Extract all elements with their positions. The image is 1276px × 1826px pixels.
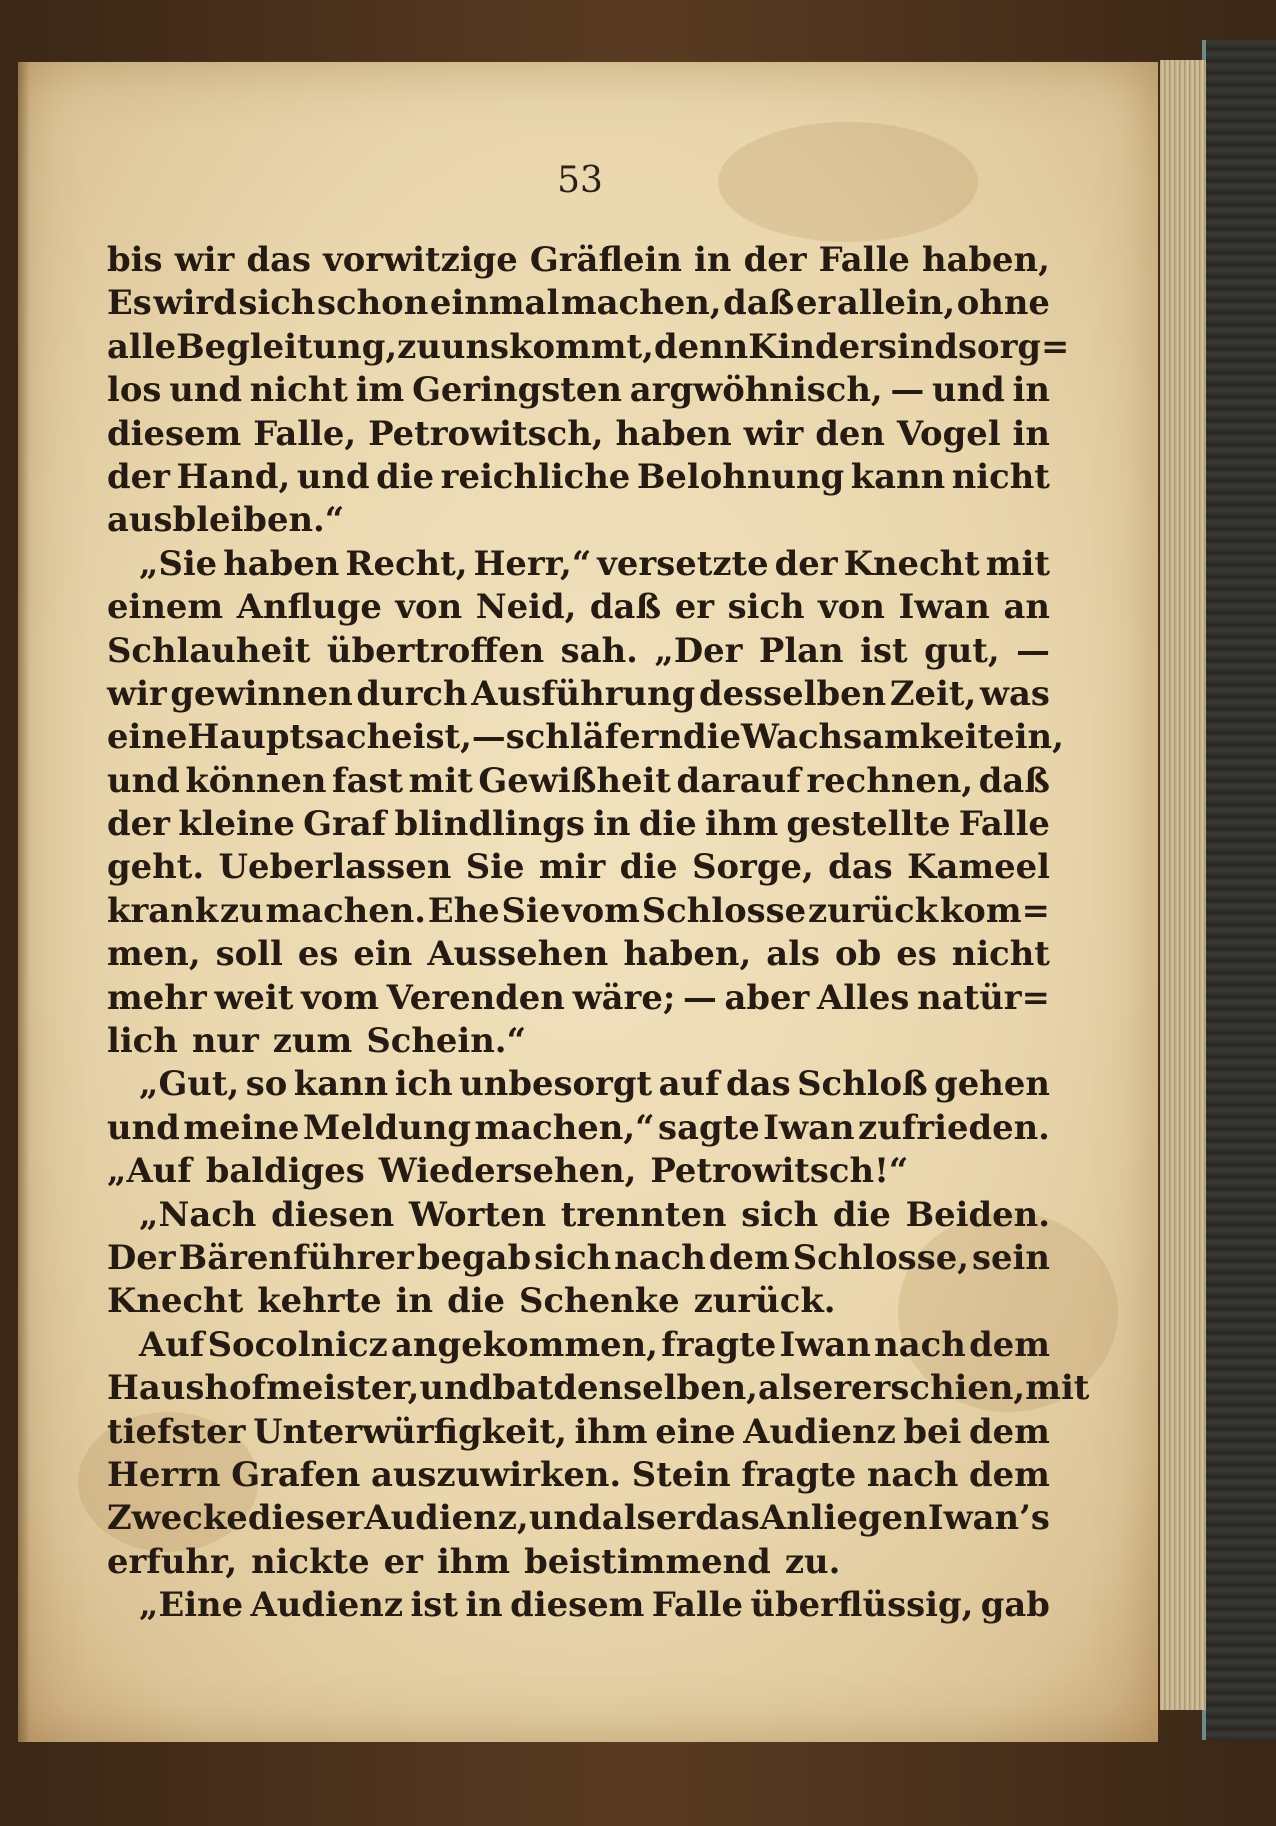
text-line (107, 976, 1050, 1019)
word: — (683, 976, 717, 1017)
text-line (107, 585, 1050, 628)
word: zu (219, 889, 264, 930)
word: ihm (436, 1540, 511, 1581)
word: Es (107, 282, 152, 323)
word: sich (534, 1236, 612, 1277)
word: Petrowitsch!“ (650, 1150, 909, 1191)
word: ich (394, 1063, 453, 1104)
text-line (107, 845, 1050, 888)
word: mit (408, 759, 473, 800)
word: er (655, 1497, 696, 1538)
word: zum (272, 1020, 353, 1061)
book-spine (1202, 40, 1276, 1740)
word: schon (316, 282, 429, 323)
word: und (932, 369, 1005, 410)
word: Falle (651, 1584, 744, 1625)
text-line (107, 498, 1050, 541)
word: er (795, 282, 836, 323)
word: allein, (836, 282, 956, 323)
word: — (1016, 629, 1050, 670)
word: sagte (658, 1106, 760, 1147)
word: — (890, 369, 925, 410)
word: begab (416, 1236, 532, 1277)
word: Neid, (475, 586, 577, 627)
text-line (107, 1149, 1050, 1192)
word: sein (972, 1236, 1050, 1277)
word: und (296, 455, 370, 496)
word: gestellte (786, 803, 951, 844)
word: Begleitung, (176, 325, 398, 366)
word: Haushofmeister, (107, 1367, 420, 1408)
word: ob (835, 933, 882, 974)
word: der (107, 455, 170, 496)
word: erschien, (851, 1367, 1026, 1408)
word: Falle (958, 803, 1050, 844)
text-line (107, 1279, 1050, 1322)
word: dem (969, 1323, 1050, 1364)
word: nickte (251, 1540, 370, 1581)
word: gab (980, 1584, 1050, 1625)
word: Audienz, (364, 1497, 529, 1538)
word: zu (397, 325, 441, 366)
word: „Der (654, 629, 743, 670)
word: natür= (917, 976, 1050, 1017)
word: die (683, 716, 742, 757)
word: Iwan (763, 1106, 855, 1147)
word: mehr (107, 976, 207, 1017)
word: sich (238, 282, 316, 323)
word: Aussehen (427, 933, 609, 974)
word: Anfluge (236, 586, 382, 627)
word: ein (353, 933, 413, 974)
word: und (528, 1497, 602, 1538)
word: Iwan (898, 586, 990, 627)
word: uns (440, 325, 510, 366)
word: blindlings (394, 803, 585, 844)
word: im (355, 369, 405, 410)
word: Petrowitsch, (368, 412, 604, 453)
word: zufrieden. (858, 1106, 1050, 1147)
word: Iwan (779, 1323, 871, 1364)
word: Bärenführer (178, 1236, 414, 1277)
word: die (376, 455, 435, 496)
word: dieser (247, 1497, 365, 1538)
text-line (107, 1062, 1050, 1105)
word: ihm (574, 1410, 648, 1451)
word: desselben (698, 672, 887, 713)
word: Recht, (345, 542, 468, 583)
word: Ausführung (471, 672, 696, 713)
word: aber (724, 976, 810, 1017)
word: Audienz (250, 1584, 404, 1625)
word: denselben, (553, 1367, 758, 1408)
word: die (619, 846, 678, 887)
word: Graf (303, 803, 387, 844)
word: ein, (993, 716, 1064, 757)
word: bat (492, 1367, 554, 1408)
word: ihm (704, 803, 779, 844)
word: ist (410, 1584, 458, 1625)
word: überflüssig, (750, 1584, 974, 1625)
word: gehen (934, 1063, 1050, 1104)
text-line (107, 325, 1070, 368)
word: ist (860, 629, 908, 670)
word: Grafen (231, 1453, 361, 1494)
word: daß (589, 586, 662, 627)
word: haben (615, 412, 732, 453)
word: denn (653, 325, 749, 366)
word: eine (655, 1410, 736, 1451)
word: versetzte (597, 542, 769, 583)
text-line (107, 281, 1050, 324)
word: diesen (271, 1193, 395, 1234)
word: kommt, (509, 325, 654, 366)
word: Falle, (253, 412, 357, 453)
word: geht. (107, 846, 205, 887)
text-line (107, 1323, 1050, 1366)
word: Audienz (743, 1410, 896, 1451)
word: Ehe (427, 889, 500, 930)
word: zurück (807, 889, 939, 930)
text-line (107, 759, 1050, 802)
word: Unterwürfigkeit, (253, 1410, 567, 1451)
word: fragte (741, 1453, 857, 1494)
word: unbesorgt (459, 1063, 653, 1104)
word: das (695, 1497, 760, 1538)
word: Herr,“ (473, 542, 592, 583)
text-line (107, 1019, 1050, 1062)
word: „Gut, (139, 1063, 240, 1104)
word: kehrte (257, 1280, 382, 1321)
word: können (185, 759, 327, 800)
word: haben, (921, 239, 1050, 279)
word: Worten (408, 1193, 547, 1234)
word: eine (107, 716, 188, 757)
word: der (774, 542, 838, 583)
word: Socolnicz (207, 1323, 388, 1364)
text-line (107, 932, 1050, 975)
text-line (107, 1106, 1050, 1149)
word: lich (107, 1020, 178, 1061)
word: Schlosse (641, 889, 807, 930)
word: nach (874, 1323, 966, 1364)
word: mit (985, 542, 1050, 583)
text-line (107, 455, 1050, 498)
text-line (107, 672, 1050, 715)
word: schläfern (505, 716, 684, 757)
word: Iwan’s (927, 1497, 1050, 1538)
word: ist, (412, 716, 472, 757)
word: los (107, 369, 162, 410)
word: und (419, 1367, 493, 1408)
word: er (383, 1540, 423, 1581)
word: tiefster (107, 1410, 246, 1451)
word: nach (866, 1453, 959, 1494)
paper-stain (718, 122, 978, 242)
word: krank (107, 889, 219, 930)
word: und (107, 759, 180, 800)
word: machen,“ (474, 1106, 655, 1147)
word: Gewißheit (478, 759, 671, 800)
word: meine (183, 1106, 300, 1147)
word: sah. (560, 629, 638, 670)
word: Belohnung (636, 455, 845, 496)
word: kleine (178, 803, 295, 844)
word: machen, (560, 282, 722, 323)
word: die (832, 1193, 891, 1234)
word: soll (215, 933, 283, 974)
word: nicht (951, 455, 1050, 496)
word: was (979, 672, 1050, 713)
word: machen. (265, 889, 427, 930)
word: kom= (939, 889, 1050, 930)
word: Hauptsache (187, 716, 413, 757)
word: als (601, 1497, 656, 1538)
word: er (674, 586, 715, 627)
word: die (447, 1280, 506, 1321)
word: Wiedersehen, (378, 1150, 637, 1191)
word: nur (191, 1020, 259, 1061)
text-line (107, 412, 1050, 455)
word: weit (214, 976, 294, 1017)
word: kann (293, 1063, 389, 1104)
word: dem (708, 1236, 790, 1277)
word: Ueberlassen (218, 846, 452, 887)
word: in (1012, 369, 1050, 410)
word: so (245, 1063, 288, 1104)
page-edges (1160, 60, 1206, 1710)
word: zurück. (693, 1280, 836, 1321)
word: ohne (956, 282, 1050, 323)
word: Der (107, 1236, 176, 1277)
word: Herrn (107, 1453, 221, 1494)
text-line (107, 1366, 1090, 1409)
word: das (828, 846, 893, 887)
word: men, (107, 933, 201, 974)
word: wir (743, 412, 804, 453)
word: nicht (249, 369, 348, 410)
word: wäre; (572, 976, 676, 1017)
word: haben (223, 542, 340, 583)
text-line (107, 1496, 1050, 1539)
word: in (593, 803, 631, 844)
word: rechnen, (806, 759, 974, 800)
word: Stein (631, 1453, 731, 1494)
word: zu. (784, 1540, 841, 1581)
word: „Auf (107, 1150, 192, 1191)
word: er (811, 1367, 852, 1408)
word: Verenden (386, 976, 565, 1017)
word: reichliche (440, 455, 631, 496)
word: dem (969, 1453, 1050, 1494)
word: diesem (107, 412, 242, 453)
word: trennten (560, 1193, 727, 1234)
word: sich (727, 586, 805, 627)
word: vom (561, 889, 640, 930)
word: vorwitzige (323, 239, 518, 279)
word: Schlauheit (107, 629, 311, 670)
word: Auf (139, 1323, 205, 1364)
word: das (726, 1063, 791, 1104)
word: nicht (951, 933, 1050, 974)
word: Kameel (907, 846, 1050, 887)
word: in (465, 1584, 503, 1625)
word: auszuwirken. (370, 1453, 622, 1494)
word: das (246, 239, 311, 279)
word: auf (658, 1063, 720, 1104)
word: „Sie (139, 542, 218, 583)
word: diesem (510, 1584, 645, 1625)
word: in (1012, 412, 1050, 453)
word: Beiden. (905, 1193, 1050, 1234)
word: mit (1025, 1367, 1090, 1408)
word: mir (538, 846, 606, 887)
word: an (1003, 586, 1050, 627)
word: „Nach (139, 1193, 257, 1234)
word: von (395, 586, 463, 627)
word: Knecht (843, 542, 980, 583)
word: den (815, 412, 885, 453)
text-line (107, 1410, 1050, 1453)
word: der (743, 239, 807, 279)
word: einmal (429, 282, 560, 323)
word: fragte (661, 1323, 777, 1364)
word: Schenke (519, 1280, 680, 1321)
word: argwöhnisch, (629, 369, 883, 410)
text-line (107, 368, 1050, 411)
word: darauf (676, 759, 801, 800)
text-line (107, 715, 1064, 758)
word: Falle (818, 239, 910, 279)
word: daß (723, 282, 795, 323)
word: Knecht (107, 1280, 244, 1321)
word: — (471, 716, 506, 757)
word: dem (969, 1410, 1050, 1451)
word: wird (153, 282, 237, 323)
word: der (107, 803, 170, 844)
word: von (818, 586, 885, 627)
text-line (107, 802, 1050, 845)
word: Meldung (302, 1106, 472, 1147)
word: Schein.“ (366, 1020, 527, 1061)
word: daß (978, 759, 1050, 800)
word: sind (877, 325, 959, 366)
word: gewinnen (170, 672, 353, 713)
word: baldiges (205, 1150, 365, 1191)
word: übertroffen (326, 629, 545, 670)
word: ausbleiben.“ (107, 499, 345, 540)
word: als (766, 933, 821, 974)
word: in (395, 1280, 434, 1321)
word: Sie (501, 889, 561, 930)
text-line (107, 629, 1050, 672)
word: und (107, 1106, 180, 1147)
word: Sie (465, 846, 525, 887)
word: Schloß (797, 1063, 928, 1104)
word: angekommen, (391, 1323, 658, 1364)
word: Hand, (176, 455, 291, 496)
word: es (896, 933, 937, 974)
word: sich (741, 1193, 819, 1234)
word: Vogel (896, 412, 1001, 453)
word: und (169, 369, 242, 410)
word: wir (107, 672, 167, 713)
text-line (107, 1236, 1050, 1279)
word: fast (332, 759, 404, 800)
word: erfuhr, (107, 1540, 238, 1581)
word: Zwecke (107, 1497, 248, 1538)
word: Sorge, (692, 846, 814, 887)
word: Geringsten (412, 369, 622, 410)
word: es (297, 933, 339, 974)
word: die (638, 803, 697, 844)
text-line (107, 1193, 1050, 1236)
text-line (107, 1540, 1050, 1583)
word: in (694, 239, 732, 279)
word: sorg= (958, 325, 1070, 366)
text-line (107, 1583, 1050, 1626)
word: haben, (623, 933, 752, 974)
text-line (107, 542, 1050, 585)
word: bis (107, 239, 163, 279)
word: Kinder (748, 325, 878, 366)
word: kann (850, 455, 946, 496)
word: gut, (924, 629, 1000, 670)
word: Gräflein (529, 239, 682, 279)
text-line (107, 238, 1050, 281)
word: bei (903, 1410, 962, 1451)
page-gutter-shadow (18, 62, 30, 1742)
word: Alles (817, 976, 910, 1017)
word: beistimmend (524, 1540, 771, 1581)
text-line (107, 1453, 1050, 1496)
word: nach (614, 1236, 706, 1277)
text-line (107, 889, 1050, 932)
word: durch (356, 672, 468, 713)
word: Plan (758, 629, 844, 670)
word: vom (301, 976, 379, 1017)
body-text (107, 238, 1090, 1627)
word: Schlosse, (792, 1236, 969, 1277)
word: als (757, 1367, 812, 1408)
word: einem (107, 586, 224, 627)
word: alle (107, 325, 177, 366)
word: Anliegen (759, 1497, 928, 1538)
word: Zeit, (889, 672, 977, 713)
page-number: 53 (557, 160, 603, 201)
word: Wachsamkeit (741, 716, 994, 757)
word: „Eine (139, 1584, 244, 1625)
word: wir (174, 239, 235, 279)
